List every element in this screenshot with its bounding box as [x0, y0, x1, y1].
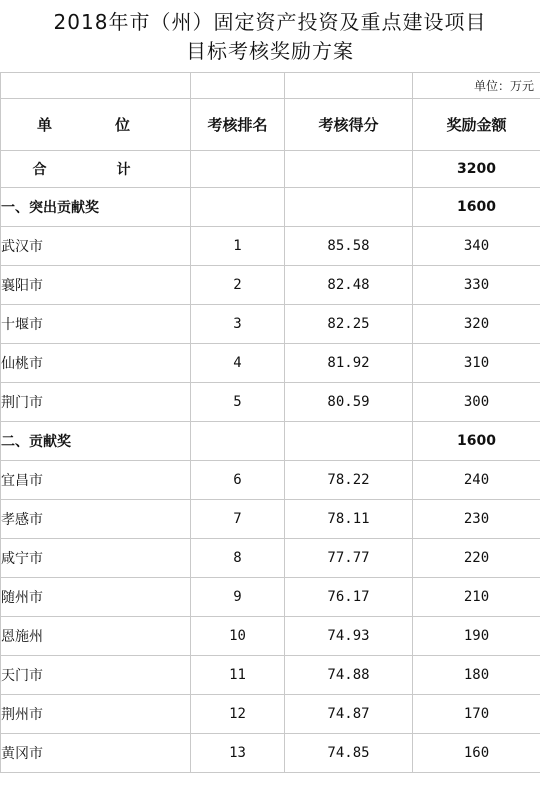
category-amount: 1600: [413, 188, 540, 227]
rank-cell: 12: [191, 695, 285, 734]
table-row: [1, 656, 540, 695]
city-name: 天门市: [1, 656, 191, 695]
table-row: [1, 383, 540, 422]
category-amount: 1600: [413, 422, 540, 461]
amount-cell: 220: [413, 539, 540, 578]
score-cell: 81.92: [285, 344, 413, 383]
city-name: 孝感市: [1, 500, 191, 539]
empty-cell: [191, 422, 285, 461]
table-row: [1, 578, 540, 617]
rank-cell: 9: [191, 578, 285, 617]
city-name: 仙桃市: [1, 344, 191, 383]
unit-row: [1, 73, 540, 99]
city-name: 黄冈市: [1, 734, 191, 773]
score-cell: 74.87: [285, 695, 413, 734]
score-cell: 74.85: [285, 734, 413, 773]
score-cell: 77.77: [285, 539, 413, 578]
rank-cell: 5: [191, 383, 285, 422]
amount-cell: 330: [413, 266, 540, 305]
amount-cell: 320: [413, 305, 540, 344]
category-label: 二、贡献奖: [1, 422, 191, 461]
amount-cell: 190: [413, 617, 540, 656]
empty-cell: [191, 188, 285, 227]
rank-cell: 6: [191, 461, 285, 500]
city-name: 咸宁市: [1, 539, 191, 578]
category-row: [1, 422, 540, 461]
score-cell: 74.93: [285, 617, 413, 656]
rank-cell: 1: [191, 227, 285, 266]
rank-cell: 11: [191, 656, 285, 695]
empty-cell: [285, 422, 413, 461]
table-row: [1, 500, 540, 539]
city-name: 十堰市: [1, 305, 191, 344]
table-row: [1, 344, 540, 383]
city-name: 随州市: [1, 578, 191, 617]
table-row: [1, 617, 540, 656]
amount-cell: 180: [413, 656, 540, 695]
score-cell: 80.59: [285, 383, 413, 422]
score-cell: 74.88: [285, 656, 413, 695]
empty-cell: [191, 151, 285, 188]
table-row: [1, 227, 540, 266]
city-name: 荆州市: [1, 695, 191, 734]
category-row: [1, 188, 540, 227]
header-rank: 考核排名: [191, 99, 285, 151]
empty-cell: [1, 73, 191, 99]
document-title: [0, 0, 540, 72]
empty-cell: [285, 188, 413, 227]
reward-table: [0, 72, 540, 773]
header-unit: 单 位: [1, 99, 191, 151]
score-cell: 85.58: [285, 227, 413, 266]
total-amount: 3200: [413, 151, 540, 188]
rank-cell: 7: [191, 500, 285, 539]
header-score: 考核得分: [285, 99, 413, 151]
city-name: 武汉市: [1, 227, 191, 266]
amount-cell: 230: [413, 500, 540, 539]
city-name: 恩施州: [1, 617, 191, 656]
total-label: 合 计: [1, 151, 191, 188]
city-name: 襄阳市: [1, 266, 191, 305]
score-cell: 78.22: [285, 461, 413, 500]
rank-cell: 2: [191, 266, 285, 305]
unit-note: 单位：万元: [413, 73, 540, 99]
table-row: [1, 305, 540, 344]
score-cell: 82.48: [285, 266, 413, 305]
score-cell: 82.25: [285, 305, 413, 344]
empty-cell: [285, 73, 413, 99]
empty-cell: [285, 151, 413, 188]
score-cell: 78.11: [285, 500, 413, 539]
table-row: [1, 539, 540, 578]
rank-cell: 13: [191, 734, 285, 773]
table-row: [1, 734, 540, 773]
amount-cell: 170: [413, 695, 540, 734]
amount-cell: 300: [413, 383, 540, 422]
amount-cell: 240: [413, 461, 540, 500]
category-label: 一、突出贡献奖: [1, 188, 191, 227]
amount-cell: 340: [413, 227, 540, 266]
empty-cell: [191, 73, 285, 99]
city-name: 荆门市: [1, 383, 191, 422]
header-amount: 奖励金额: [413, 99, 540, 151]
header-row: [1, 99, 540, 151]
table-row: [1, 461, 540, 500]
rank-cell: 4: [191, 344, 285, 383]
title-line-1: 2018年市（州）固定资产投资及重点建设项目: [53, 10, 487, 34]
rank-cell: 3: [191, 305, 285, 344]
amount-cell: 210: [413, 578, 540, 617]
rank-cell: 8: [191, 539, 285, 578]
amount-cell: 310: [413, 344, 540, 383]
city-name: 宜昌市: [1, 461, 191, 500]
score-cell: 76.17: [285, 578, 413, 617]
title-line-2: 目标考核奖励方案: [186, 39, 354, 63]
table-row: [1, 266, 540, 305]
rank-cell: 10: [191, 617, 285, 656]
table-row: [1, 695, 540, 734]
total-row: [1, 151, 540, 188]
amount-cell: 160: [413, 734, 540, 773]
